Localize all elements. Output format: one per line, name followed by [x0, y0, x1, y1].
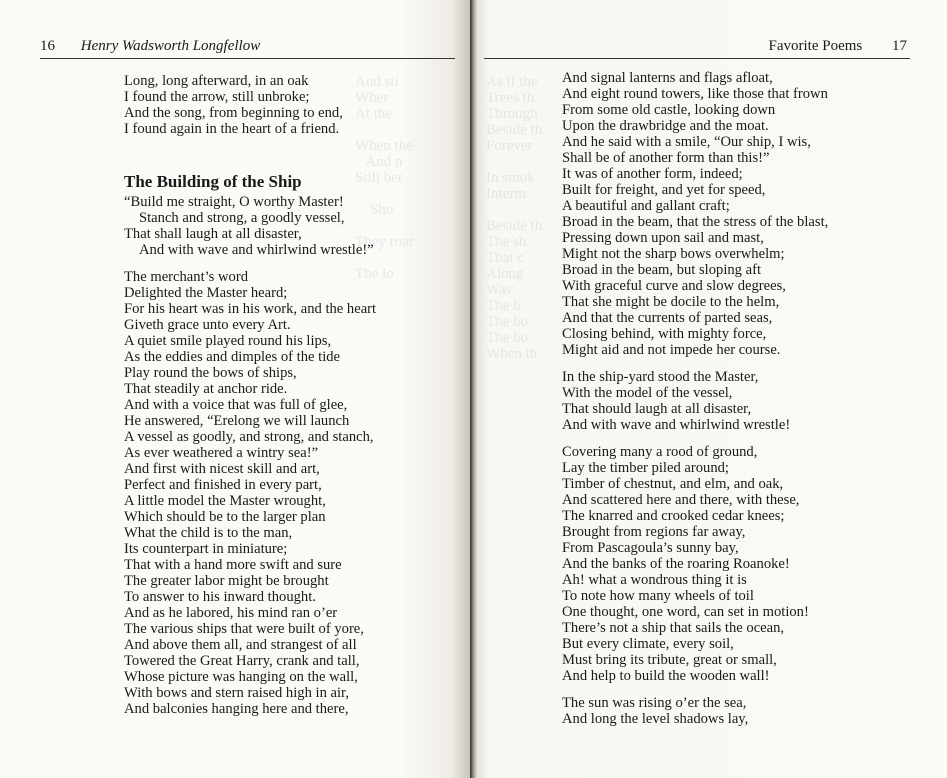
poem-line: With bows and stern raised high in air, — [124, 685, 349, 701]
poem-line: What the child is to the man, — [124, 525, 293, 541]
poem-line: For his heart was in his work, and the heart — [124, 301, 377, 317]
poem-line: Which should be to the larger plan — [124, 509, 326, 525]
poem-line: Its counterpart in miniature; — [124, 541, 288, 557]
poem-line: The merchant’s word — [124, 269, 249, 285]
poem-line: And the song, from beginning to end, — [124, 105, 343, 121]
poem-line: Timber of chestnut, and elm, and oak, — [562, 476, 784, 492]
poem-line: Whose picture was hanging on the wall, — [124, 669, 358, 685]
poem-line: There’s not a ship that sails the ocean, — [562, 620, 785, 636]
poem-line: But every climate, every soil, — [562, 636, 734, 652]
poem-line: Covering many a rood of ground, — [562, 444, 758, 460]
poem-line: From Pascagoula’s sunny bay, — [562, 540, 739, 556]
poem-line: One thought, one word, can set in motion! — [562, 604, 809, 620]
poem-line: And long the level shadows lay, — [562, 711, 749, 727]
poem-line: Pressing down upon sail and mast, — [562, 230, 764, 246]
poem-line: “Build me straight, O worthy Master! — [124, 194, 344, 210]
poem-line: And balconies hanging here and there, — [124, 701, 349, 717]
poem-line: The sun was rising o’er the sea, — [562, 695, 747, 711]
book-running-head: Favorite Poems — [768, 38, 863, 54]
left-page — [0, 0, 470, 778]
poem-line: To note how many wheels of toil — [562, 588, 754, 604]
poem-line: Built for freight, and yet for speed, — [562, 182, 766, 198]
poem-line: In the ship-yard stood the Master, — [562, 369, 759, 385]
poem-line: The various ships that were built of yore, — [124, 621, 364, 637]
poem-line: And help to build the wooden wall! — [562, 668, 770, 684]
poem-line: And signal lanterns and flags afloat, — [562, 70, 773, 86]
poem-line: Play round the bows of ships, — [124, 365, 297, 381]
poem-line: And first with nicest skill and art, — [124, 461, 320, 477]
poem-line: Giveth grace unto every Art. — [124, 317, 291, 333]
poem-line: And as he labored, his mind ran o’er — [124, 605, 338, 621]
poem-line: The greater labor might be brought — [124, 573, 329, 589]
poem-line: Perfect and finished in every part, — [124, 477, 322, 493]
show-through-text: As if the Trees th Through Beside th Forever In smok Interm Beside th The sh That c Along Was The b The bo The bo When th — [486, 74, 543, 362]
page-number-left: 16 — [40, 38, 55, 54]
poem-line: With graceful curve and slow degrees, — [562, 278, 786, 294]
poem-line: A quiet smile played round his lips, — [124, 333, 332, 349]
poem-line: Closing behind, with mighty force, — [562, 326, 767, 342]
poem-title: The Building of the Ship — [124, 172, 302, 191]
author-running-head: Henry Wadsworth Longfellow — [80, 38, 261, 54]
poem-line: And he said with a smile, “Our ship, I wis, — [562, 134, 811, 150]
right-page — [470, 0, 947, 778]
poem-line: As the eddies and dimples of the tide — [124, 349, 341, 365]
right-page-text — [562, 70, 932, 727]
left-running-head — [40, 38, 260, 55]
poem-line: Might not the sharp bows overwhelm; — [562, 246, 785, 262]
poem-line: A little model the Master wrought, — [124, 493, 326, 509]
right-running-head — [769, 38, 908, 55]
poem-line: And with wave and whirlwind wrestle! — [562, 417, 791, 433]
poem-line: A vessel as goodly, and strong, and stanch, — [124, 429, 374, 445]
page-number-right: 17 — [892, 38, 907, 54]
header-rule-right — [484, 58, 910, 59]
poem-line: It was of another form, indeed; — [562, 166, 743, 182]
poem-line: Stanch and strong, a goodly vessel, — [139, 210, 345, 226]
poem-line: A beautiful and gallant craft; — [562, 198, 730, 214]
poem-line: Delighted the Master heard; — [124, 285, 288, 301]
poem-line: Upon the drawbridge and the moat. — [562, 118, 769, 134]
poem-line: With the model of the vessel, — [562, 385, 733, 401]
poem-line: Broad in the beam, that the stress of the blast, — [562, 214, 829, 230]
poem-line: That with a hand more swift and sure — [124, 557, 342, 573]
poem-line: Brought from regions far away, — [562, 524, 746, 540]
poem-line: And above them all, and strangest of all — [124, 637, 357, 653]
header-rule-left — [40, 58, 455, 59]
poem-line: Lay the timber piled around; — [562, 460, 729, 476]
poem-line: And the banks of the roaring Roanoke! — [562, 556, 790, 572]
poem-line: As ever weathered a wintry sea!” — [124, 445, 319, 461]
poem-line: The knarred and crooked cedar knees; — [562, 508, 785, 524]
poem-line: That should laugh at all disaster, — [562, 401, 752, 417]
poem-line: Broad in the beam, but sloping aft — [562, 262, 762, 278]
poem-line: Shall be of another form than this!” — [562, 150, 770, 166]
poem-line: From some old castle, looking down — [562, 102, 776, 118]
poem-line: That steadily at anchor ride. — [124, 381, 288, 397]
poem-line: Might aid and not impede her course. — [562, 342, 781, 358]
poem-line: Ah! what a wondrous thing it is — [562, 572, 747, 588]
poem-line: And eight round towers, like those that frown — [562, 86, 828, 102]
poem-line: Long, long afterward, in an oak — [124, 73, 309, 89]
show-through-text: And sti Wher At the When the And n Still ber Sho They roar The lo — [355, 74, 414, 282]
poem-line: To answer to his inward thought. — [124, 589, 316, 605]
poem-line: And with wave and whirlwind wrestle!” — [139, 242, 374, 258]
poem-line: And that the currents of parted seas, — [562, 310, 773, 326]
poem-line: And scattered here and there, with these, — [562, 492, 800, 508]
poem-line: That shall laugh at all disaster, — [124, 226, 302, 242]
poem-line: I found again in the heart of a friend. — [124, 121, 340, 137]
poem-line: That she might be docile to the helm, — [562, 294, 780, 310]
poem-line: I found the arrow, still unbroke; — [124, 89, 310, 105]
left-page-text — [124, 73, 454, 717]
poem-line: Must bring its tribute, great or small, — [562, 652, 777, 668]
poem-line: Towered the Great Harry, crank and tall, — [124, 653, 360, 669]
poem-line: And with a voice that was full of glee, — [124, 397, 348, 413]
poem-line: He answered, “Erelong we will launch — [124, 413, 350, 429]
